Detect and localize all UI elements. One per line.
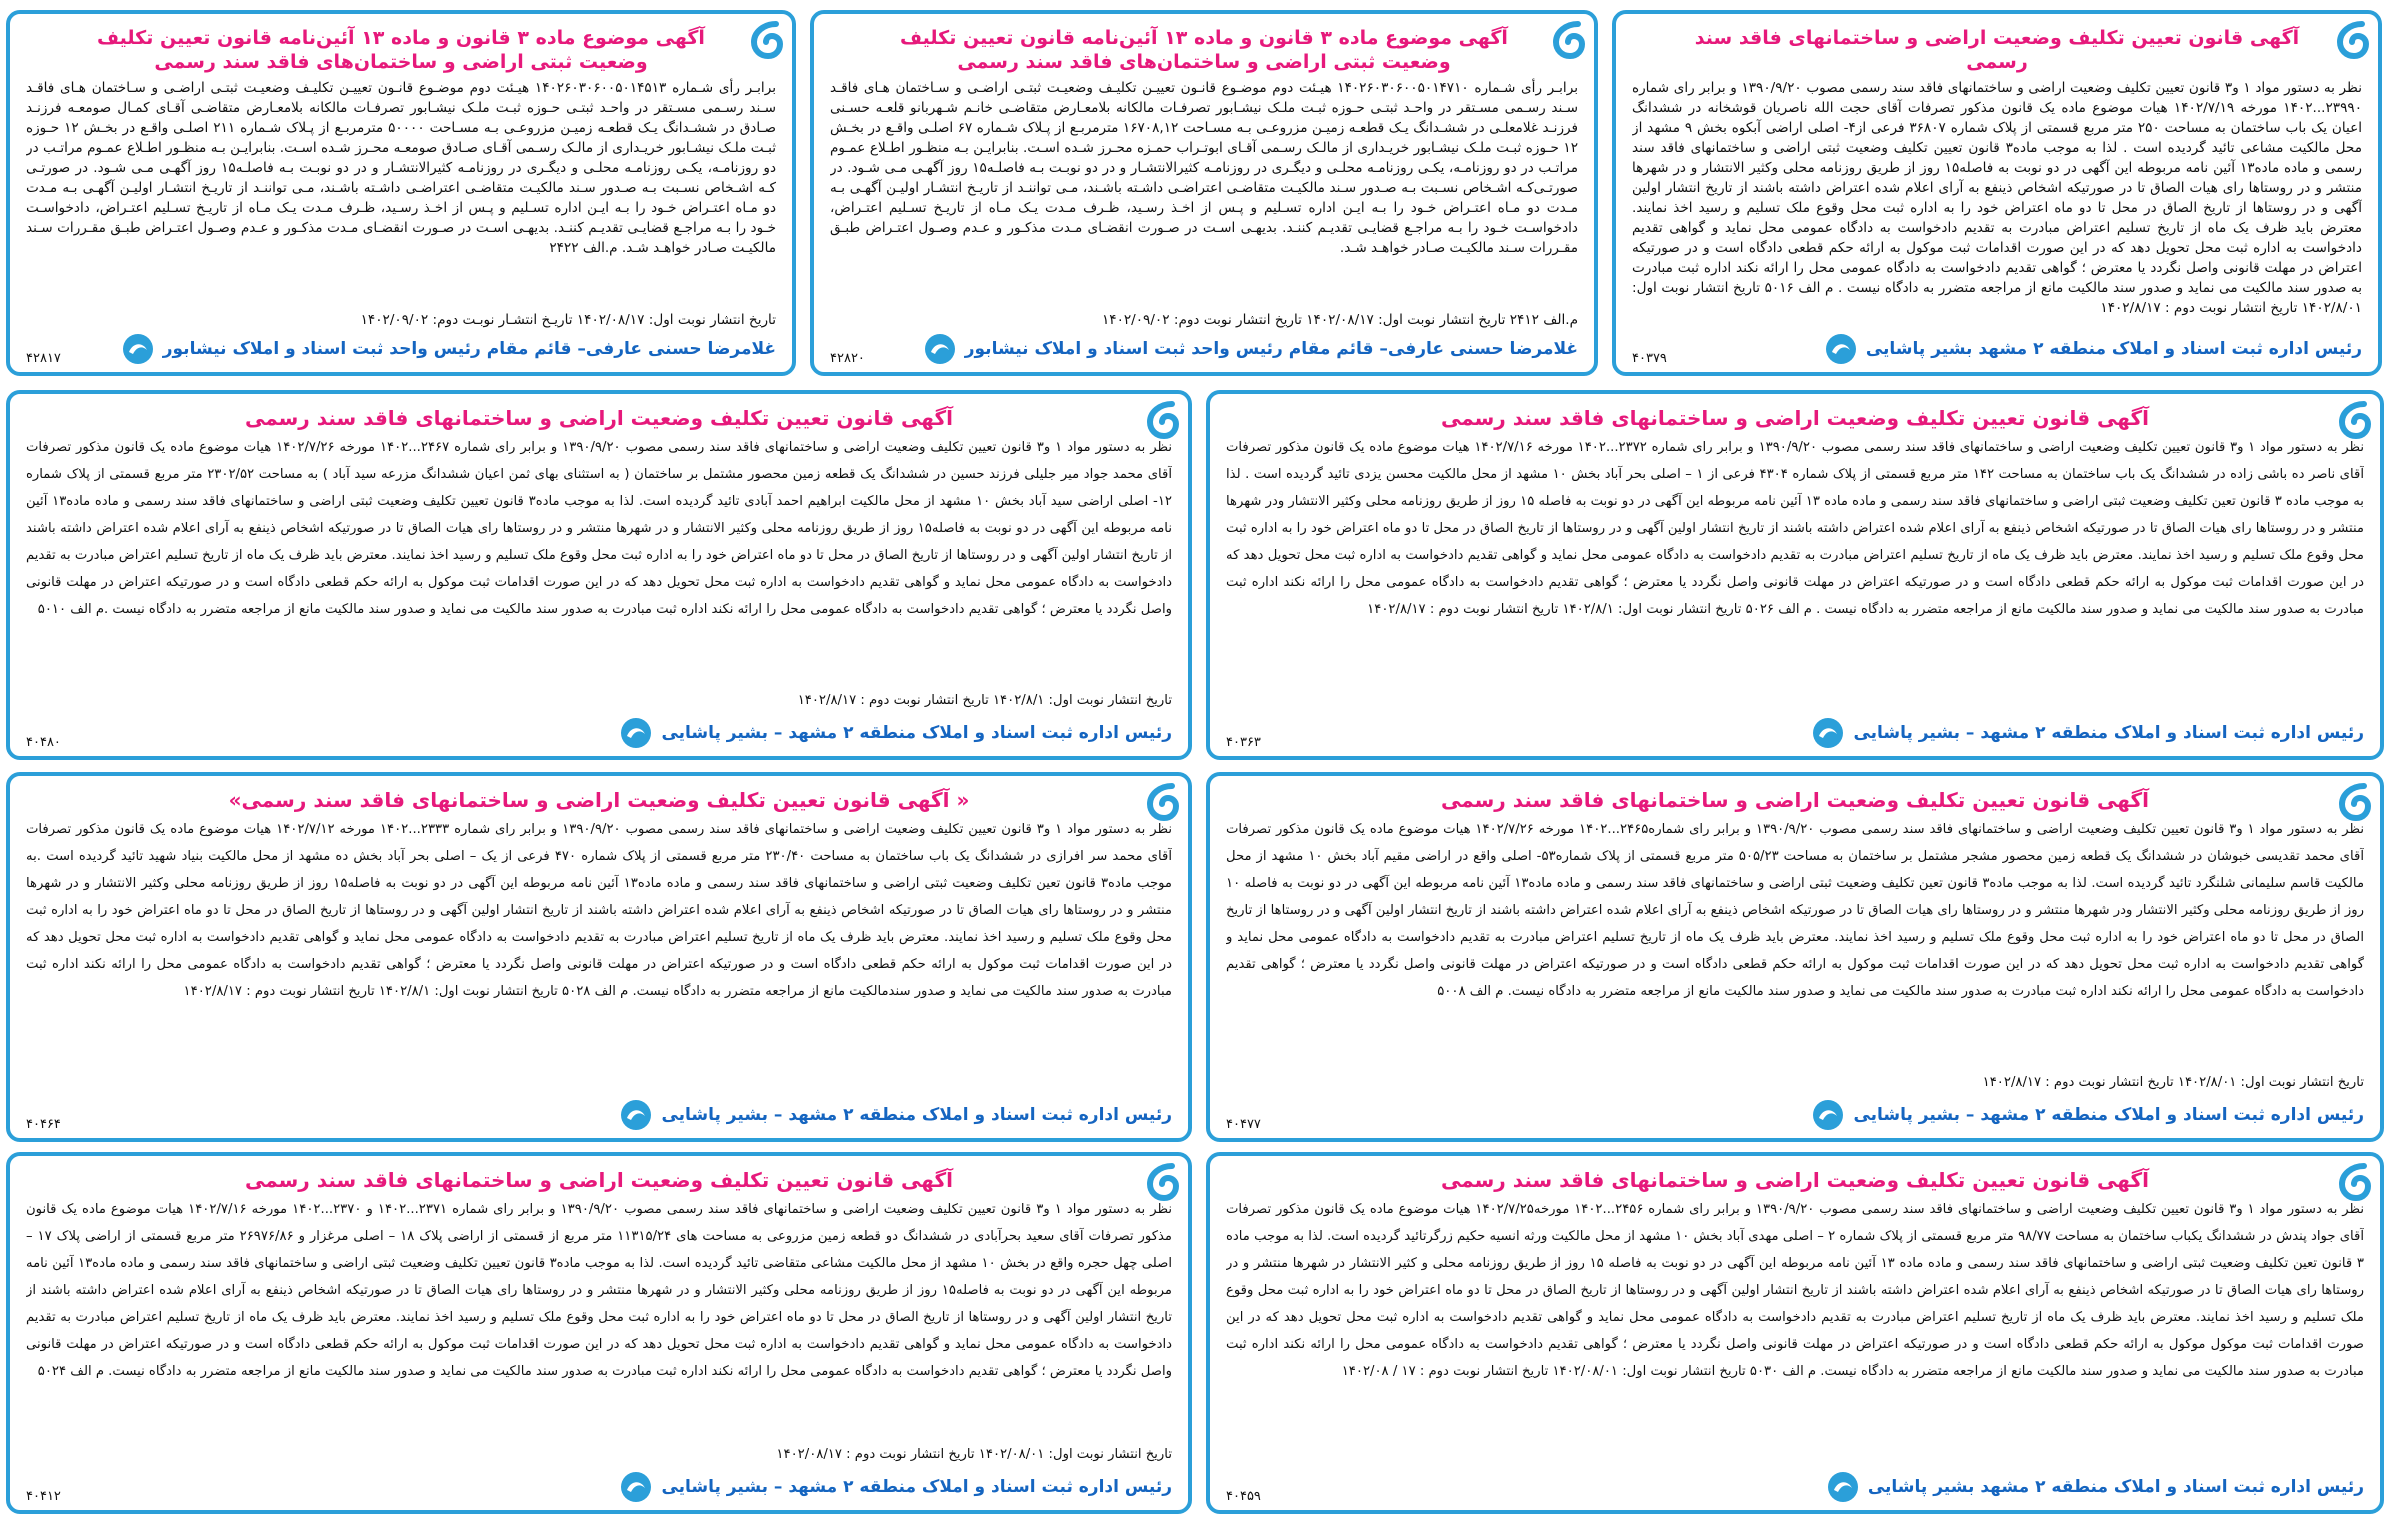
notice-7 [6, 772, 1192, 1142]
notice-body: نظر به دستور مواد ۱ و۳ قانون تعیین تکلیف وضعیت اراضی و ساختمانهای فاقد سند رسمی مصوب ۱۳۹۰/۹/۲۰ و برابر رای شماره۲۴۶۵...۱۴۰۲ مورخه ۱۴۰۲/۷/۲۶ هیات موضوع ماده یک قانون مذکور تصرفات آقای محمد تقدیسی خبوشان در ششدانگ یک قطعه زمین محصور مشجر مشتمل بر ساختمان به مساحت ۵۰۵/۲۳ متر مربع قسمتی از پلاک شماره۵۳- اصلی واقع در اراضی مقیم آباد بخش ۱۰ مشهد از محل مالکیت قاسم سلیمانی شلنگرد تائید گردیده است. لذا به موجب ماده۳ قانون تعین تکلیف وضعیت ثبتی اراضی و ساختمانهای فاقد سند رسمی و ماده ماده۱۳ آئین نامه مربوطه این آگهی در دو نوبت به فاصله ۱۰ روز از طریق روزنامه محلی وکثیر الانتشار ودر شهرها منتشر و در روستاها رای هیات الصاق تا در صورتیکه اشخاص ذینفع به آرای اعلام شده اعتراض داشته باشند از تاریخ انتشار اولین آگهی و در روستاها از تاریخ الصاق در محل تا دو ماه اعتراض خود را به اداره ثبت محل وقوع ملک تسلیم و رسید اخذ نمایند. معترض باید ظرف یک ماه از تاریخ تسلیم اعتراض مبادرت به تقدیم دادخواست به دادگاه عمومی محل نماید و گواهی تقدیم دادخواست به اداره ثبت محل تحویل دهد که در این صورت اقدامات ثبت موکول به ارائه حکم قطعی دادگاه است و در صورتیکه اعتراض در مهلت قانونی واصل نگردد یا معترض ؛ گواهی تقدیم دادخواست به دادگاه عمومی محل را ارائه نکند اداره ثبت مبادرت به صدور سند مالکیت می نماید و صدور سند مالکیت مانع از مراجعه متضرر به دادگاه نیست. م الف ۵۰۰۸ [1226, 822, 2364, 999]
notice-1 [1612, 10, 2382, 376]
reference-number: ۴۰۴۸۰ [26, 735, 61, 750]
signature: رئیس اداره ثبت اسناد و املاک منطقه ۲ مشهد – بشیر پاشایی [661, 723, 1172, 743]
publication-dates: م.الف ۲۴۱۲ تاریخ انتشار نوبت اول: ۱۴۰۲/۰۸/۱۷ تاریخ انتشار نوبت دوم: ۱۴۰۲/۰۹/۰۲ [1101, 312, 1578, 328]
notice-body: نظر به دستور مواد ۱ و۳ قانون تعیین تکلیف وضعیت اراضی و ساختمانهای فاقد سند رسمی مصوب ۱۳۹۰/۹/۲۰ و برابر رای شماره ۲۴۵۶...۱۴۰۲ مورخه۱۴۰۲/۷/۲۵ هیات موضوع ماده یک قانون مذکور تصرفات آقای جواد پندش در ششدانگ یکباب ساختمان به مساحت ۹۸/۷۷ متر مربع قسمتی از پلاک شماره ۲ – اصلی مهدی آباد بخش ۱۰ مشهد از محل مالکیت ورثه انسیه حکیم زرگرتائید گردیده است. لذا به موجب ماده ۳ قانون تعین تکلیف وضعیت ثبتی اراضی و ساختمانهای فاقد سند رسمی و ماده ماده ۱۳ آئین نامه مربوطه این آگهی در دو نوبت به فاصله ۱۵ روز از طریق روزنامه محلی و کثیر الانتشار در شهرها منتشر و در روستاها رای هیات الصاق تا در صورتیکه اشخاص ذینفع به آرای اعلام شده اعتراض داشته باشند از تاریخ انتشار اولین آگهی و در روستاها از تاریخ الصاق در محل تا دو ماه اعتراض خود را به اداره ثبت محل وقوع ملک تسلیم و رسید اخذ نمایند. معترض باید ظرف یک ماه از تاریخ تسلیم اعتراض مبادرت به تقدیم دادخواست به دادگاه عمومی محل نماید و گواهی تقدیم دادخواست به اداره ثبت محل تحویل دهد که در این صورت اقدامات ثبت موکول موکول به ارائه حکم قطعی دادگاه است و در صورتیکه اعتراض در مهلت قانونی واصل نگردد یا معترض ؛ گواهی تقدیم دادخواست به دادگاه عمومی محل را ارائه نکند اداره ثبت مبادرت به صدور سند مالکیت می نماید و صدور سند مالکیت مانع از مراجعه متضرر به دادگاه نیست. م الف ۵۰۳۰ تاریخ انتشار نوبت اول: ۱۴۰۲/۰۸/۰۱ تاریخ انتشار نوبت دوم : ۱۷ / ۱۴۰۲/۰۸ [1226, 1202, 2364, 1379]
signature-block [1824, 332, 2362, 366]
notice-title: آگهی موضوع ماده ۳ قانون و ماده ۱۳ آئین‌نامه قانون تعیین تکلیف وضعیت ثبتی اراضی و ساختمان‌های فاقد سند رسمی [97, 27, 705, 73]
swirl-corner-icon [2334, 1162, 2374, 1202]
signature-block [1811, 1098, 2364, 1132]
swirl-corner-icon [2332, 20, 2372, 60]
swirl-corner-icon [2334, 400, 2374, 440]
signature-block [121, 332, 776, 366]
swirl-corner-icon [2334, 782, 2374, 822]
registry-logo-icon [121, 332, 155, 366]
registry-logo-icon [619, 716, 653, 750]
notice-body: نظر به دستور مواد ۱ و۳ قانون تعیین تکلیف وضعیت اراضی و ساختمانهای فاقد سند رسمی مصوب ۱۳۹۰/۹/۲۰ و برابر رای شماره ۲۳۷۲...۱۴۰۲ مورخه ۱۴۰۲/۷/۱۶ هیات موضوع ماده یک قانون مذکور تصرفات آقای ناصر ده باشی زاده در ششدانگ یک باب ساختمان به مساحت ۱۴۲ متر مربع قسمتی از پلاک شماره ۴۳۰۴ فرعی از ۱ – اصلی بحر آباد بخش ۱۰ مشهد از محل مالکیت محسن یزدی تائید گردیده است . لذا به موجب ماده ۳ قانون تعین تکلیف وضعیت ثبتی اراضی و ساختمانهای فاقد سند رسمی و ماده ماده ۱۳ آئین نامه مربوطه این آگهی در دو نوبت به فاصله ۱۵ روز از طریق روزنامه محلی وکثیر الانتشار ودر شهرها منتشر و در روستاها رای هیات الصاق تا در صورتیکه اشخاص ذینفع به آرای اعلام شده اعتراض داشته باشند از تاریخ انتشار اولین آگهی و در روستاها از تاریخ الصاق در محل تا دو ماه اعتراض خود را به اداره ثبت محل وقوع ملک تسلیم و رسید اخذ نمایند. معترض باید ظرف یک ماه از تاریخ تسلیم اعتراض مبادرت به تقدیم دادخواست به دادگاه عمومی محل نماید و گواهی تقدیم دادخواست به اداره ثبت محل تحویل دهد که در این صورت اقدامات ثبت موکول به ارائه حکم قطعی دادگاه است و در صورتیکه اعتراض در مهلت قانونی واصل نگردد یا معترض ؛ گواهی تقدیم دادخواست به دادگاه عمومی محل را ارائه نکند اداره ثبت مبادرت به صدور سند مالکیت می نماید و صدور سند مالکیت مانع از مراجعه متضرر به دادگاه نیست . م الف ۵۰۲۶ تاریخ انتشار نوبت اول: ۱۴۰۲/۸/۱ تاریخ انتشار نوبت دوم : ۱۴۰۲/۸/۱۷ [1226, 440, 2364, 617]
swirl-corner-icon [746, 20, 786, 60]
signature-block [619, 1098, 1172, 1132]
reference-number: ۴۰۴۱۲ [26, 1489, 61, 1504]
registry-logo-icon [1826, 1470, 1860, 1504]
signature-block [923, 332, 1578, 366]
notice-2 [810, 10, 1598, 376]
signature: رئیس اداره ثبت اسناد و املاک منطقه ۲ مشهد بشیر پاشایی [1867, 1477, 2364, 1497]
notice-title: آگهی قانون تعیین تکلیف وضعیت اراضی و ساختمانهای فاقد سند رسمی [1441, 1168, 2149, 1192]
signature-block [619, 1470, 1172, 1504]
signature: رئیس اداره ثبت اسناد و املاک منطقه ۲ مشهد بشیر پاشایی [1865, 339, 2362, 359]
reference-number: ۴۰۴۵۹ [1226, 1489, 1261, 1504]
notice-footer [26, 716, 1172, 750]
signature: رئیس اداره ثبت اسناد و املاک منطقه ۲ مشهد – بشیر پاشایی [1853, 1105, 2364, 1125]
swirl-corner-icon [1142, 782, 1182, 822]
swirl-corner-icon [1548, 20, 1588, 60]
signature: رئیس اداره ثبت اسناد و املاک منطقه ۲ مشهد – بشیر پاشایی [661, 1477, 1172, 1497]
publication-dates: تاریخ انتشار نوبت اول: ۱۴۰۲/۸/۰۱ تاریخ انتشار نوبت دوم : ۱۴۰۲/۸/۱۷ [1982, 1075, 2364, 1090]
notice-body: برابـر رأی شـماره ۱۴۰۲۶۰۳۰۶۰۰۵۰۱۴۵۱۳ هیـئت دوم موضـوع قانـون تعییـن تکلیـف وضعیـت ثبتـی اراضـی و سـاختمان هـای فاقـد سـند رسـمی مسـتقر در واحـد ثبتـی حـوزه ثبـت ملـک نیشـابور تصرفـات مالکانه بلامعـارض متقاضـی آقـای کمـال صومعـه فرزنـد صـادق در ششـدانگ یـک قطعـه زمیـن مزروعـی بـه مسـاحت ۵۰۰۰۰ مترمربـع از پـلاک شـماره ۲۱۱ اصلـی واقـع در بخـش ۱۲ حـوزه ثبـت ملـک نیشـابور خریـداری از مالـک رسـمی آقـای صـادق صومعـه محـرز شـده اسـت. بنابرایـن بـه منظـور اطـلاع عمـوم مراتـب در دو روزنامـه، یکـی روزنامـه محلـی و دیگـری در روزنامـه کثیرالانتشـار و در دو نوبـت بـه فاصلـه۱۵ روز آگهـی مـی شـود. در صورتـی کـه اشـخاص نسـبت بـه صـدور سـند مالکیـت متقاضـی اعتراضـی داشـته باشـند، مـی تواننـد از تاریـخ انتشـار اولیـن آگهـی بـه مـدت دو مـاه اعتـراض خـود را بـه ایـن اداره تسـلیم و پـس از اخـذ رسـید، ظـرف مـدت یـک مـاه از تاریـخ تسـلیم اعتـراض، دادخواسـت خـود را بـه مراجـع قضایـی تقدیـم کننـد. بدیهـی اسـت در صـورت انقضـای مـدت مذکـور و عـدم وصـول اعتـراض طبـق مقـررات سـند مالکیـت صـادر خواهـد شـد. م.الف ۲۴۲۲ [26, 80, 776, 256]
notice-body: نظر به دستور مواد ۱ و۳ قانون تعیین تکلیف وضعیت اراضی و ساختمانهای فاقد سند رسمی مصوب ۱۳۹۰/۹/۲۰ و برابر رای شماره ۲۳۷۱...۱۴۰۲ و ۲۳۷۰...۱۴۰۲ مورخه ۱۴۰۲/۷/۱۶ هیات موضوع ماده یک قانون مذکور تصرفات آقای سعید بحرآبادی در ششدانگ دو قطعه زمین مزروعی به مساحت های ۱۱۳۱۵/۲۴ متر مربع از قسمتی از اراضی پلاک ۱۸ – اصلی مرغزار و ۲۶۹۷۶/۸۶ متر مربع قسمتی از اراضی پلاک ۱۷ – اصلی چهل حجره واقع در بخش ۱۰ مشهد از محل مالکیت مشاعی متقاضی تائید گردیده است. لذا به موجب ماده۳ قانون تعیین تکلیف وضعیت ثبتی اراضی و ساختمانهای فاقد سند رسمی و ماده ماده۱۳ آئین نامه مربوطه این آگهی در دو نوبت به فاصله۱۵ روز از طریق روزنامه محلی وکثیر الانتشار و در شهرها منتشر و در روستاها رای هیات الصاق تا در صورتیکه اشخاص ذینفع به آرای اعلام شده اعتراض داشته باشند از تاریخ انتشار اولین آگهی و در روستاها از تاریخ الصاق در محل تا دو ماه اعتراض خود را به اداره ثبت محل وقوع ملک تسلیم و رسید اخذ نمایند. معترض باید ظرف یک ماه از تاریخ تسلیم اعتراض مبادرت به تقدیم دادخواست به دادگاه عمومی محل نماید و گواهی تقدیم دادخواست به اداره ثبت محل تحویل دهد که در این صورت اقدامات ثبت موکول به ارائه حکم قطعی دادگاه است و در صورتیکه اعتراض در مهلت قانونی واصل نگردد یا معترض ؛ گواهی تقدیم دادخواست به دادگاه عمومی محل را ارائه نکند اداره ثبت مبادرت به صدور سند مالکیت می نماید و صدور سند مالکیت مانع از مراجعه متضرر به دادگاه نیست. م الف ۵۰۲۴ [26, 1202, 1172, 1379]
swirl-corner-icon [1142, 1162, 1182, 1202]
registry-logo-icon [619, 1470, 653, 1504]
notice-footer [1632, 332, 2362, 366]
notice-body: نظر به دستور مواد ۱ و۳ قانون تعیین تکلیف وضعیت اراضی و ساختمانهای فاقد سند رسمی مصوب ۱۳۹۰/۹/۲۰ و برابر رای شماره ۲۴۶۷...۱۴۰۲ مورخه ۱۴۰۲/۷/۲۶ هیات موضوع ماده یک قانون مذکور تصرفات آقای محمد جواد میر جلیلی فرزند حسین در ششدانگ یک قطعه زمین محصور مشتمل بر ساختمان ( به استثنای بهای ثمن اعیان ششدانگ مزرعه سید آباد ) به مساحت ۲۳۰۲/۵۲ متر مربع قسمتی از پلاک شماره ۱۲- اصلی اراضی سید آباد بخش ۱۰ مشهد از محل مالکیت ابراهیم احمد آبادی تائید گردیده است. لذا به موجب ماده۳ قانون تعیین تکلیف وضعیت ثبتی اراضی و ساختمانهای فاقد سند رسمی و ماده ماده۱۳ آئین نامه مربوطه این آگهی در دو نوبت به فاصله۱۵ روز از طریق روزنامه محلی وکثیر الانتشار و در شهرها منتشر و در روستاها رای هیات الصاق تا در صورتیکه اشخاص ذینفع به آرای اعلام شده اعتراض داشته باشند از تاریخ انتشار اولین آگهی و در روستاها از تاریخ الصاق در محل تا دو ماه اعتراض خود را به اداره ثبت محل وقوع ملک تسلیم و رسید اخذ نمایند. معترض باید ظرف یک ماه از تاریخ تسلیم اعتراض مبادرت به تقدیم دادخواست به دادگاه عمومی محل نماید و گواهی تقدیم دادخواست به اداره ثبت محل تحویل دهد که در این صورت اقدامات ثبت موکول به ارائه حکم قطعی دادگاه است و در صورتیکه اعتراض در مهلت قانونی واصل نگردد یا معترض ؛ گواهی تقدیم دادخواست به دادگاه عمومی محل را ارائه نکند اداره ثبت مبادرت به صدور سند مالکیت می نماید و صدور سند مالکیت مانع از مراجعه متضرر به دادگاه نیست .م الف ۵۰۱۰ [26, 440, 1172, 617]
signature-block [1826, 1470, 2364, 1504]
notice-footer [1226, 1098, 2364, 1132]
notice-5 [6, 390, 1192, 760]
registry-logo-icon [619, 1098, 653, 1132]
signature: رئیس اداره ثبت اسناد و املاک منطقه ۲ مشهد – بشیر پاشایی [661, 1105, 1172, 1125]
reference-number: ۴۲۸۱۷ [26, 351, 61, 366]
reference-number: ۴۰۳۶۳ [1226, 735, 1261, 750]
reference-number: ۴۰۴۶۴ [26, 1117, 61, 1132]
signature: رئیس اداره ثبت اسناد و املاک منطقه ۲ مشهد – بشیر پاشایی [1853, 723, 2364, 743]
registry-logo-icon [1811, 716, 1845, 750]
notice-title: آگهی موضوع ماده ۳ قانون و ماده ۱۳ آئین‌نامه قانون تعیین تکلیف وضعیت ثبتی اراضی و ساختمان‌های فاقد سند رسمی [900, 27, 1508, 73]
reference-number: ۴۲۸۲۰ [830, 351, 865, 366]
publication-dates: تاریخ انتشار نوبت اول: ۱۴۰۲/۰۸/۱۷ تاریـخ انتشـار نوبـت دوم: ۱۴۰۲/۰۹/۰۲ [360, 312, 776, 328]
notice-title: آگهی قانون تعیین تکلیف وضعیت اراضی و ساختمانهای فاقد سند رسمی [1694, 27, 2300, 73]
notice-8 [1206, 1152, 2384, 1514]
publication-dates: تاریخ انتشار نوبت اول: ۱۴۰۲/۸/۱ تاریخ انتشار نوبت دوم : ۱۴۰۲/۸/۱۷ [797, 693, 1172, 708]
signature-block [619, 716, 1172, 750]
notice-footer [1226, 1470, 2364, 1504]
notice-body: نظر به دستور مواد ۱ و۳ قانون تعیین تکلیف وضعیت اراضی و ساختمانهای فاقد سند رسمی مصوب ۱۳۹۰/۹/۲۰ و برابر رای شماره ۲۳۹۹۰...۱۴۰۲ مورخه ۱۴۰۲/۷/۱۹ هیات موضوع ماده یک قانون مذکور تصرفات آقای حجت الله ناصریان قوشخانه در ششدانگ اعیان یک باب ساختمان به مساحت ۲۵۰ متر مربع قسمتی از پلاک شماره ۳۶۸۰۷ فرعی از۴- اصلی اراضی آبکوه بخش ۹ مشهد از محل مالکیت مشاعی تائید گردیده است . لذا به موجب ماده۳ قانون تعیین تکلیف وضعیت ثبتی اراضی و ساختمانهای فاقد سند رسمی و ماده ماده۱۳ آئین نامه مربوطه این آگهی در دو نوبت به فاصله۱۵ روز از طریق روزنامه محلی وکثیر الانتشار و در شهرها منتشر و در روستاها رای هیات الصاق تا در صورتیکه اشخاص ذینفع به آرای اعلام شده اعتراض داشته باشند از تاریخ انتشار اولین آگهی و در روستاها از تاریخ الصاق در محل تا دو ماه اعتراض خود را به اداره ثبت محل وقوع ملک تسلیم و رسید اخذ نمایند. معترض باید ظرف یک ماه از تاریخ تسلیم اعتراض مبادرت به تقدیم دادخواست به دادگاه عمومی محل نماید و گواهی تقدیم دادخواست به اداره ثبت محل تحویل دهد که در این صورت اقدامات ثبت موکول به ارائه حکم قطعی دادگاه است و در صورتیکه اعتراض در مهلت قانونی واصل نگردد یا معترض ؛ گواهی تقدیم دادخواست به دادگاه عمومی محل را ارائه نکند اداره ثبت مبادرت به صدور سند مالکیت می نماید و صدور سند مالکیت مانع از مراجعه متضرر به دادگاه نیست . م الف ۵۰۱۶ تاریخ انتشار نوبت اول: ۱۴۰۲/۸/۰۱ تاریخ انتشار نوبت دوم : ۱۴۰۲/۸/۱۷ [1632, 80, 2362, 316]
notice-title: آگهی قانون تعیین تکلیف وضعیت اراضی و ساختمانهای فاقد سند رسمی [245, 406, 953, 430]
reference-number: ۴۰۴۷۷ [1226, 1117, 1261, 1132]
notice-title: آگهی قانون تعیین تکلیف وضعیت اراضی و ساختمانهای فاقد سند رسمی [1441, 406, 2149, 430]
publication-dates: تاریخ انتشار نوبت اول: ۱۴۰۲/۰۸/۰۱ تاریخ انتشار نوبت دوم : ۱۴۰۲/۰۸/۱۷ [776, 1447, 1172, 1462]
notice-3 [6, 10, 796, 376]
reference-number: ۴۰۳۷۹ [1632, 351, 1667, 366]
signature: غلامرضا حسنی عارفی– قائم مقام رئیس واحد ثبت اسناد و املاک نیشابور [162, 339, 776, 359]
notice-footer [26, 332, 776, 366]
swirl-corner-icon [1142, 400, 1182, 440]
notice-footer [26, 1098, 1172, 1132]
notice-title: « آگهی قانون تعیین تکلیف وضعیت اراضی و ساختمانهای فاقد سند رسمی» [228, 788, 970, 812]
registry-logo-icon [1811, 1098, 1845, 1132]
notice-9 [6, 1152, 1192, 1514]
notice-6 [1206, 772, 2384, 1142]
notice-footer [1226, 716, 2364, 750]
notice-body: نظر به دستور مواد ۱ و۳ قانون تعیین تکلیف وضعیت اراضی و ساختمانهای فاقد سند رسمی مصوب ۱۳۹۰/۹/۲۰ و برابر رای شماره ۲۳۳۳...۱۴۰۲ مورخه ۱۴۰۲/۷/۱۲ هیات موضوع ماده یک قانون مذکور تصرفات آقای محمد سر افرازی در ششدانگ یک باب ساختمان به مساحت ۲۳۰/۴۰ متر مربع قسمتی از پلاک شماره ۴۷۰ فرعی از یک – اصلی بحر آباد بخش ده مشهد از محل مالکیت بنیاد شهید تائید گردیده است .به موجب ماده۳ قانون تعین تکلیف وضعیت ثبتی اراضی و ساختمانهای فاقد سند رسمی و ماده ماده۱۳ آئین نامه مربوطه این آگهی در دو نوبت به فاصله۱۵ روز از طریق روزنامه محلی وکثیر الانتشار و در شهرها منتشر و در روستاها رای هیات الصاق تا در صورتیکه اشخاص ذینفع به آرای اعلام شده اعتراض داشته باشند از تاریخ انتشار اولین آگهی و در روستاها از تاریخ الصاق در محل تا دو ماه اعتراض خود را به اداره ثبت محل وقوع ملک تسلیم و رسید اخذ نمایند. معترض باید ظرف یک ماه از تاریخ تسلیم اعتراض مبادرت به تقدیم دادخواست به دادگاه عمومی محل نماید و گواهی تقدیم دادخواست به اداره ثبت محل تحویل دهد که در این صورت اقدامات ثبت موکول به ارائه حکم قطعی دادگاه است و در صورتیکه اعتراض در مهلت قانونی واصل نگردد یا معترض ؛ گواهی تقدیم دادخواست به دادگاه عمومی محل را ارائه نکند اداره ثبت مبادرت به صدور سند مالکیت می نماید و صدور سندمالکیت مانع از مراجعه متضرر به دادگاه نیست. م الف ۵۰۲۸ تاریخ انتشار نوبت اول: ۱۴۰۲/۸/۱ تاریخ انتشار نوبت دوم : ۱۴۰۲/۸/۱۷ [26, 822, 1172, 999]
notice-footer [830, 332, 1578, 366]
notice-footer [26, 1470, 1172, 1504]
signature: غلامرضا حسنی عارفی– قائم مقام رئیس واحد ثبت اسناد و املاک نیشابور [964, 339, 1578, 359]
notice-title: آگهی قانون تعیین تکلیف وضعیت اراضی و ساختمانهای فاقد سند رسمی [1441, 788, 2149, 812]
notice-4 [1206, 390, 2384, 760]
notice-title: آگهی قانون تعیین تکلیف وضعیت اراضی و ساختمانهای فاقد سند رسمی [245, 1168, 953, 1192]
signature-block [1811, 716, 2364, 750]
notice-body: برابـر رأی شـماره ۱۴۰۲۶۰۳۰۶۰۰۵۰۱۴۷۱۰ هیـئت دوم موضـوع قانـون تعییـن تکلیـف وضعیـت ثبتـی اراضـی و سـاختمان هـای فاقـد سـند رسـمی مسـتقر در واحـد ثبتـی حـوزه ثبـت ملـک نیشـابور تصرفـات مالکانه بلامعـارض متقاضـی خانـم شـهربانو قلعـه حسـنی فرزنـد غلامعلـی در ششـدانگ یـک قطعـه زمیـن مزروعـی بـه مسـاحت ۱۶۷۰۸,۱۲ مترمربـع از پـلاک شـماره ۶۷ اصلـی واقـع در بخـش ۱۲ حـوزه ثبـت ملـک نیشـابور خریـداری از مالـک رسـمی آقـای ابوتـراب حمـزه محـرز شـده اسـت. بنابرایـن بـه منظـور اطـلاع عمـوم مراتـب در دو روزنامـه، یکـی روزنامـه محلـی و دیگـری در روزنامـه کثیرالانتشـار و در دو نوبـت بـه فاصلـه۱۵ روز آگهـی مـی شـود. در صورتـی‌کـه اشـخاص نسـبت بـه صـدور سـند مالکیـت متقاضـی اعتراضـی داشـته باشـند، مـی تواننـد از تاریـخ انتشـار اولیـن آگهـی بـه مـدت دو مـاه اعتـراض خـود را بـه ایـن اداره تسـلیم و پـس از اخـذ رسـید، ظـرف مـدت یـک مـاه از تاریـخ تسـلیم اعتـراض، دادخواسـت خـود را بـه مراجـع قضایـی تقدیـم کننـد. بدیهـی اسـت در صـورت انقضـای مـدت مذکـور و عـدم وصـول اعتـراض طبـق مقـررات سـند مالکیـت صـادر خواهـد شـد. [830, 80, 1578, 256]
registry-logo-icon [923, 332, 957, 366]
registry-logo-icon [1824, 332, 1858, 366]
